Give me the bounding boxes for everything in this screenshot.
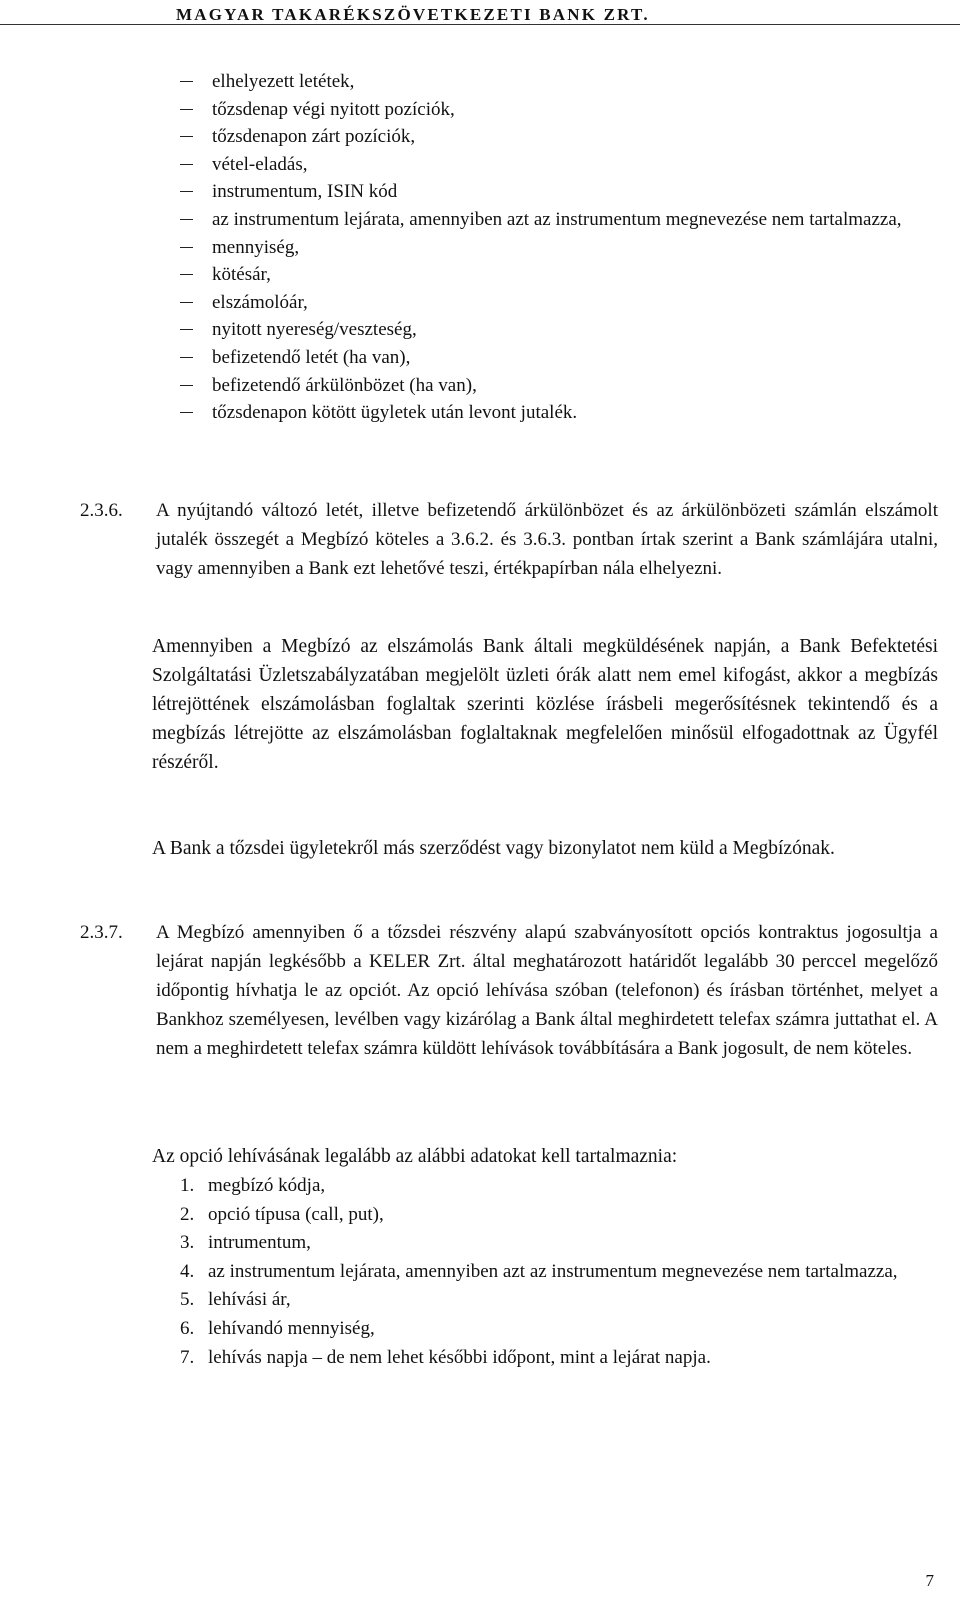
list-item: 4. az instrumentum lejárata, amennyiben azt az instrumentum megnevezése nem tartalmazza, xyxy=(180,1260,898,1282)
list-item: tőzsdenapon zárt pozíciók, xyxy=(180,123,940,151)
dash-bullet-icon xyxy=(180,329,193,330)
list-item: tőzsdenapon kötött ügyletek után levont jutalék. xyxy=(180,399,940,427)
list-item: elszámolóár, xyxy=(180,289,940,317)
list-item: nyitott nyereség/veszteség, xyxy=(180,316,940,344)
ordered-list xyxy=(180,1172,940,1372)
dash-bullet-icon xyxy=(180,164,193,165)
dash-bullet-icon xyxy=(180,136,193,137)
paragraph-no-other-document: A Bank a tőzsdei ügyletekről más szerződést vagy bizonylatot nem küld a Megbízónak. xyxy=(152,838,835,859)
section-2-3-6 xyxy=(80,496,938,583)
dash-bullet-icon xyxy=(180,357,193,358)
section-text: A nyújtandó változó letét, illetve befizetendő árkülönbözet és az árkülönbözeti számlán elszámolt jutalék összegét a Megbízó köteles a 3.6.2. és 3.6.3. pontban írtak szerint a Bank számlájára utalni, vagy amennyiben a Bank ezt lehetővé teszi, értékpapírban nála elhelyezni. xyxy=(156,500,938,579)
page-header xyxy=(0,2,960,25)
list-item: kötésár, xyxy=(180,261,940,289)
dash-bullet-icon xyxy=(180,385,193,386)
section-2-3-7 xyxy=(80,918,938,1063)
section-number: 2.3.7. xyxy=(80,922,123,943)
list-item: 5. lehívási ár, xyxy=(180,1289,291,1311)
list-item: 6. lehívandó mennyiség, xyxy=(180,1317,375,1339)
list-item: elhelyezett letétek, xyxy=(180,68,940,96)
dash-bullet-icon xyxy=(180,247,193,248)
page-number: 7 xyxy=(925,1571,934,1590)
dash-bullet-icon xyxy=(180,274,193,275)
paragraph-objection: Amennyiben a Megbízó az elszámolás Bank általi megküldésének napján, a Bank Befektetési Szolgáltatási Üzletszabályzatában megjelölt üzleti órák alatt nem emel kifogást, akkor a megbízás létrejöttének elszámolásban foglaltak szerinti közlése írásbeli megerősítésnek tekintendő és a megbízás létrejötte az elszámolásban foglaltaknak megfelelően minősül elfogadottnak az Ügyfél részéről. xyxy=(152,636,938,773)
list-item: 3. intrumentum, xyxy=(180,1232,311,1254)
list-item: 7. lehívás napja – de nem lehet későbbi időpont, mint a lejárat napja. xyxy=(180,1346,711,1368)
dash-bullet-icon xyxy=(180,81,193,82)
list-item: 2. opció típusa (call, put), xyxy=(180,1203,384,1225)
dash-bullet-icon xyxy=(180,109,193,110)
list-item: az instrumentum lejárata, amennyiben azt az instrumentum megnevezése nem tartalmazza, xyxy=(180,206,940,234)
dash-bullet-icon xyxy=(180,302,193,303)
list-intro: Az opció lehívásának legalább az alábbi adatokat kell tartalmaznia: xyxy=(152,1146,678,1167)
list-item: vétel-eladás, xyxy=(180,151,940,179)
dash-bullet-icon xyxy=(180,219,193,220)
list-item: befizetendő letét (ha van), xyxy=(180,344,940,372)
section-text: A Megbízó amennyiben ő a tőzsdei részvény alapú szabványosított opciós kontraktus jogosultja a lejárat napján legkésőbb a KELER Zrt. által meghatározott határidőt legalább 30 perccel megelőző időpontig hívhatja le az opciót. Az opció lehívása szóban (telefonon) és írásban történhet, melyet a Bankhoz személyesen, levélben vagy kizárólag a Bank által meghirdetett telefax számra juttathat el. A nem a meghirdetett telefax számra küldött lehívások továbbítására a Bank jogosult, de nem köteles. xyxy=(156,922,938,1059)
list-item: befizetendő árkülönbözet (ha van), xyxy=(180,372,940,400)
list-item: 1. megbízó kódja, xyxy=(180,1175,326,1196)
dash-bullet-icon xyxy=(180,191,193,192)
dash-bullet-icon xyxy=(180,412,193,413)
dash-list xyxy=(180,68,940,427)
section-number: 2.3.6. xyxy=(80,500,123,521)
list-item: mennyiség, xyxy=(180,234,940,262)
header-title: MAGYAR TAKARÉKSZÖVETKEZETI BANK ZRT. xyxy=(176,5,650,24)
list-item: tőzsdenap végi nyitott pozíciók, xyxy=(180,96,940,124)
list-item: instrumentum, ISIN kód xyxy=(180,178,940,206)
